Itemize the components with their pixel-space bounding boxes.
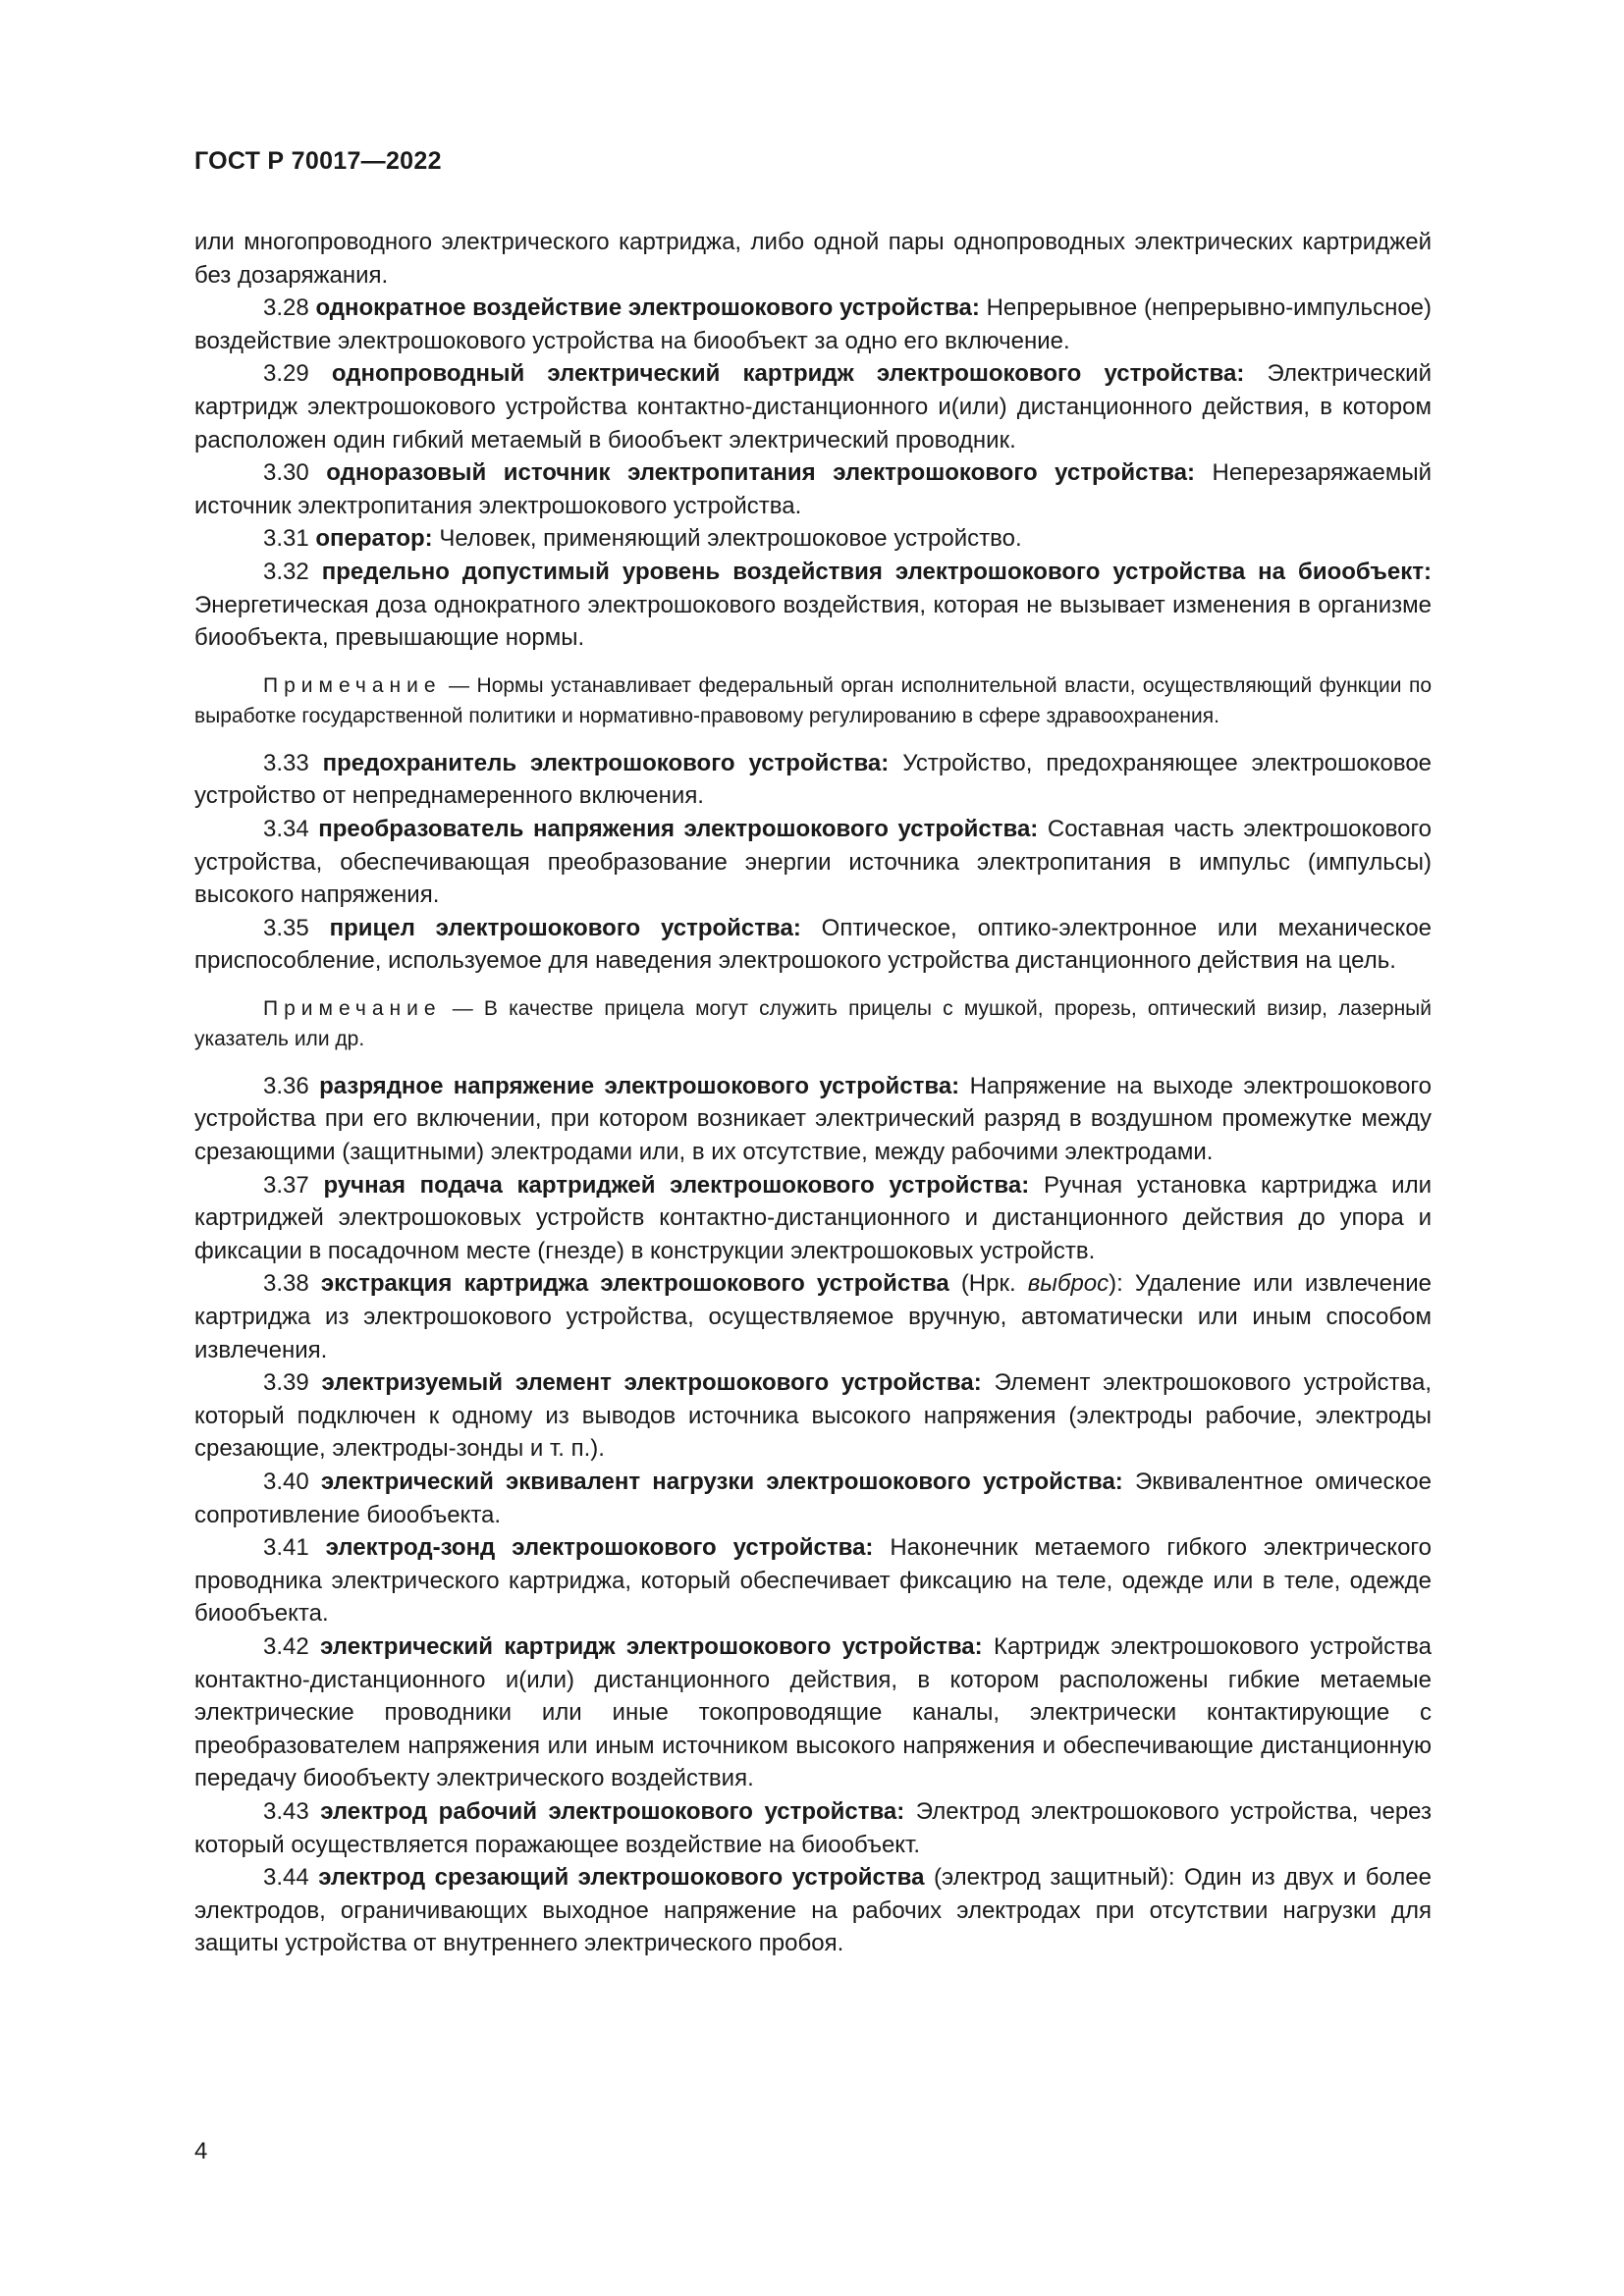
term-number: 3.29 bbox=[263, 360, 309, 388]
definition-3-38 bbox=[194, 1267, 1432, 1366]
definition-3-35 bbox=[194, 912, 1432, 978]
term-number: 3.32 bbox=[263, 558, 309, 585]
term-number: 3.34 bbox=[263, 815, 309, 842]
term-number: 3.40 bbox=[263, 1468, 309, 1495]
term: предельно допустимый уровень воздействия электрошокового устройства на биообъект: bbox=[321, 558, 1432, 585]
term-definition: Элемент электрошокового устройства, который подключен к одному из выводов источника высокого напряжения (электроды рабочие, электроды срезающие, электроды-зонды и т. п.). bbox=[194, 1369, 1433, 1463]
note-3-32 bbox=[194, 670, 1432, 731]
definition-3-32 bbox=[194, 556, 1432, 655]
term-number: 3.36 bbox=[263, 1072, 309, 1099]
term-number: 3.39 bbox=[263, 1369, 309, 1397]
term: однопроводный электрический картридж электрошокового устройства: bbox=[331, 360, 1245, 388]
term: электрический картридж электрошокового устройства: bbox=[320, 1632, 983, 1660]
term: электрод рабочий электрошокового устройства: bbox=[320, 1797, 905, 1825]
definition-3-34 bbox=[194, 813, 1432, 912]
note-dash: — bbox=[449, 673, 470, 697]
term-definition: ): Удаление или извлечение картриджа из электрошокового устройства, осуществляемое вручную, автоматически или иным способом извлечения. bbox=[194, 1270, 1432, 1363]
note-text: В качестве прицела могут служить прицелы с мушкой, прорезь, оптический визир, лазерный указатель или др. bbox=[194, 996, 1432, 1050]
term: электрод срезающий электрошокового устройства bbox=[318, 1864, 925, 1892]
term-number: 3.35 bbox=[263, 914, 309, 941]
definition-3-43 bbox=[194, 1795, 1432, 1861]
definition-3-39 bbox=[194, 1366, 1432, 1466]
definition-3-42 bbox=[194, 1630, 1432, 1795]
note-label: Примечание bbox=[263, 673, 442, 697]
document-id-header: ГОСТ Р 70017—2022 bbox=[194, 147, 442, 175]
term: одноразовый источник электропитания электрошокового устройства: bbox=[326, 459, 1195, 487]
term: разрядное напряжение электрошокового устройства: bbox=[319, 1072, 960, 1099]
term-definition: Эквивалентное омическое сопротивление биообъекта. bbox=[194, 1468, 1432, 1528]
term: преобразователь напряжения электрошокового устройства: bbox=[318, 815, 1039, 842]
definition-3-40 bbox=[194, 1466, 1432, 1531]
term-number: 3.43 bbox=[263, 1797, 309, 1825]
term-number: 3.33 bbox=[263, 749, 309, 776]
term-number: 3.42 bbox=[263, 1632, 309, 1660]
term-definition: Устройство, предохраняющее электрошоковое устройство от непреднамеренного включения. bbox=[194, 749, 1433, 810]
term: электрод-зонд электрошокового устройства: bbox=[325, 1534, 874, 1562]
definition-3-33 bbox=[194, 747, 1432, 813]
term-definition: (электрод защитный): Один из двух и более электродов, ограничивающих выходное напряжение на рабочих электродах при отсутствии нагрузки для защиты устройства от внутреннего электрического пробоя. bbox=[194, 1864, 1432, 1957]
document-body bbox=[194, 226, 1432, 1960]
term-number: 3.28 bbox=[263, 294, 309, 322]
term-definition: Составная часть электрошокового устройства, обеспечивающая преобразование энергии источника электропитания в импульс (импульсы) высокого напряжения. bbox=[194, 815, 1433, 909]
term-number: 3.37 bbox=[263, 1171, 309, 1199]
definition-3-41 bbox=[194, 1531, 1432, 1630]
term: ручная подача картриджей электрошокового устройства: bbox=[323, 1171, 1030, 1199]
term-definition: Электрический картридж электрошокового устройства контактно-дистанционного и(или) дистанционного действия, в котором расположен один гибкий метаемый в биообъект электрический проводник. bbox=[194, 360, 1432, 454]
definition-3-28 bbox=[194, 292, 1432, 357]
term: однократное воздействие электрошокового устройства: bbox=[315, 294, 980, 322]
note-dash: — bbox=[452, 996, 473, 1020]
page-number: 4 bbox=[194, 2138, 208, 2164]
definition-3-30 bbox=[194, 456, 1432, 522]
note-label: Примечание bbox=[263, 996, 442, 1020]
term-definition: Человек, применяющий электрошоковое устройство. bbox=[439, 525, 1022, 553]
definition-3-36 bbox=[194, 1070, 1432, 1169]
term: оператор: bbox=[315, 525, 433, 553]
definition-3-31 bbox=[194, 522, 1432, 556]
definition-3-29 bbox=[194, 357, 1432, 456]
term-number: 3.44 bbox=[263, 1864, 309, 1892]
term-definition: Оптическое, оптико-электронное или механическое приспособление, используемое для наведения электрошокого устройства дистанционного действия на цель. bbox=[194, 914, 1433, 975]
term-definition: Электрод электрошокового устройства, через который осуществляется поражающее воздействие на биообъект. bbox=[194, 1797, 1432, 1858]
term: прицел электрошокового устройства: bbox=[329, 914, 801, 941]
term: электрический эквивалент нагрузки электрошокового устройства: bbox=[320, 1468, 1123, 1495]
term-number: 3.31 bbox=[263, 525, 309, 553]
term-definition-italic: выброс bbox=[1027, 1270, 1110, 1298]
term-definition: Напряжение на выходе электрошокового устройства при его включении, при котором возникает электрический разряд в воздушном промежутке между срезающими (защитными) электродами или, в их отсутствие, между рабочими электродами. bbox=[194, 1072, 1433, 1166]
definition-3-37 bbox=[194, 1169, 1432, 1268]
term-number: 3.41 bbox=[263, 1534, 309, 1562]
term-definition: Картридж электрошокового устройства контактно-дистанционного и(или) дистанционного действия, в котором расположены гибкие метаемые электрические проводники или иные токопроводящие каналы, электрически контактирующие с преобразователем напряжения или иным источником высокого напряжения и обеспечивающие дистанционную передачу биообъекту электрического воздействия. bbox=[194, 1632, 1433, 1792]
term: экстракция картриджа электрошокового устройства bbox=[320, 1270, 949, 1298]
definition-3-44 bbox=[194, 1861, 1432, 1960]
term-number: 3.30 bbox=[263, 459, 309, 487]
note-3-35 bbox=[194, 993, 1432, 1054]
term-number: 3.38 bbox=[263, 1270, 309, 1298]
term-definition: Неперезаряжаемый источник электропитания электрошокового устройства. bbox=[194, 459, 1433, 519]
term-definition: Ручная установка картриджа или картриджей электрошоковых устройств контактно-дистанционного и дистанционного действия до упора и фиксации в посадочном месте (гнезде) в конструкции электрошоковых устройств. bbox=[194, 1171, 1433, 1264]
term-definition: Непрерывное (непрерывно-импульсное) воздействие электрошокового устройства на биообъект за одно его включение. bbox=[194, 294, 1433, 354]
term: предохранитель электрошокового устройства: bbox=[322, 749, 890, 776]
continued-paragraph: или многопроводного электрического картриджа, либо одной пары однопроводных электрических картриджей без дозаряжания. bbox=[194, 229, 1432, 289]
term-definition: Энергетическая доза однократного электрошокового воздействия, которая не вызывает изменения в организме биообъекта, превышающие нормы. bbox=[194, 591, 1432, 652]
term: электризуемый элемент электрошокового устройства: bbox=[321, 1369, 982, 1397]
term-definition-prefix: (Нрк. bbox=[960, 1270, 1016, 1298]
note-text: Нормы устанавливает федеральный орган исполнительной власти, осуществляющий функции по выработке государственной политики и нормативно-правовому регулированию в сфере здравоохранения. bbox=[194, 673, 1432, 727]
term-definition: Наконечник метаемого гибкого электрического проводника электрического картриджа, который обеспечивает фиксацию на теле, одежде или в теле, одежде биообъекта. bbox=[194, 1534, 1432, 1628]
